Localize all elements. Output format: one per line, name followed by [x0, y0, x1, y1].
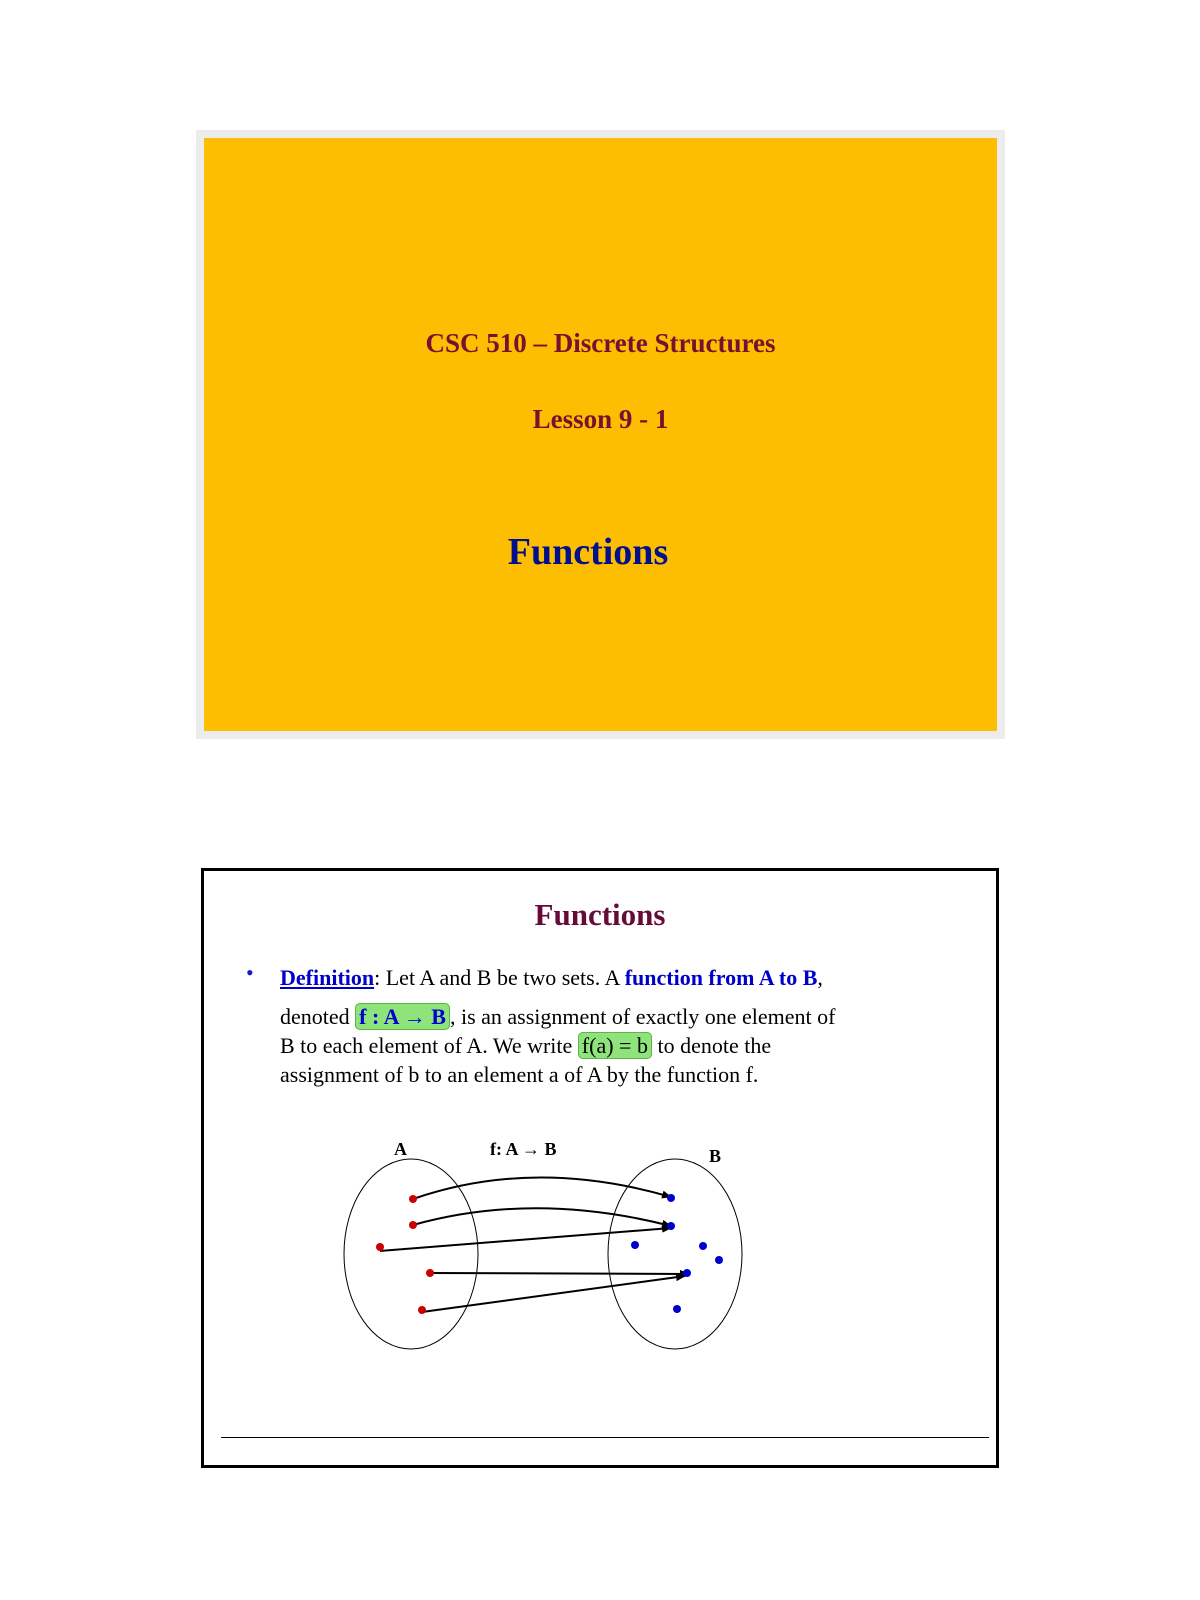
domain-point	[409, 1195, 417, 1203]
function-notation-highlight: f : A → B	[355, 1003, 450, 1030]
formula-highlight: f(a) = b	[578, 1032, 652, 1059]
codomain-point	[667, 1222, 675, 1230]
lesson-number: Lesson 9 - 1	[532, 404, 669, 434]
codomain-point	[715, 1256, 723, 1264]
mapping-arrow	[422, 1276, 685, 1312]
definition-text-3a: B to each element of A. We write	[280, 1033, 578, 1058]
definition-text-2a: denoted	[280, 1004, 356, 1029]
definition-label: Definition	[280, 965, 375, 990]
definition-line-4: assignment of b to an element a of A by the function f.	[280, 1062, 759, 1087]
codomain-point	[673, 1305, 681, 1313]
domain-point	[426, 1269, 434, 1277]
slide-title: Functions	[534, 897, 666, 932]
codomain-point	[699, 1242, 707, 1250]
title-slide	[204, 138, 997, 731]
definition-text-2b: , is an assignment of exactly one element of	[449, 1004, 836, 1029]
set-a-ellipse	[344, 1159, 478, 1349]
set-a-label: A	[394, 1139, 407, 1159]
set-b-ellipse	[608, 1159, 742, 1349]
title-slide-frame	[196, 130, 1005, 739]
definition-text-3b: to denote the	[651, 1033, 772, 1058]
mapping-label: f: A → B	[490, 1139, 557, 1159]
domain-point	[409, 1221, 417, 1229]
codomain-point	[683, 1269, 691, 1277]
function-mapping-diagram	[204, 871, 1002, 1471]
set-b-label: B	[709, 1146, 722, 1166]
topic-title: Functions	[507, 531, 669, 573]
codomain-point	[631, 1241, 639, 1249]
course-title: CSC 510 – Discrete Structures	[425, 328, 776, 358]
function-term: function from A to B	[624, 965, 818, 990]
mapping-arrow	[380, 1228, 671, 1251]
domain-point	[418, 1306, 426, 1314]
mapping-arrow	[413, 1208, 671, 1226]
mapping-arrow	[430, 1273, 689, 1274]
footer-divider	[221, 1437, 989, 1438]
definition-comma: ,	[817, 965, 823, 990]
definition-text-1: : Let A and B be two sets. A	[374, 965, 625, 990]
bullet-marker: •	[246, 960, 254, 985]
functions-slide	[201, 868, 999, 1468]
codomain-point	[667, 1194, 675, 1202]
domain-point	[376, 1243, 384, 1251]
